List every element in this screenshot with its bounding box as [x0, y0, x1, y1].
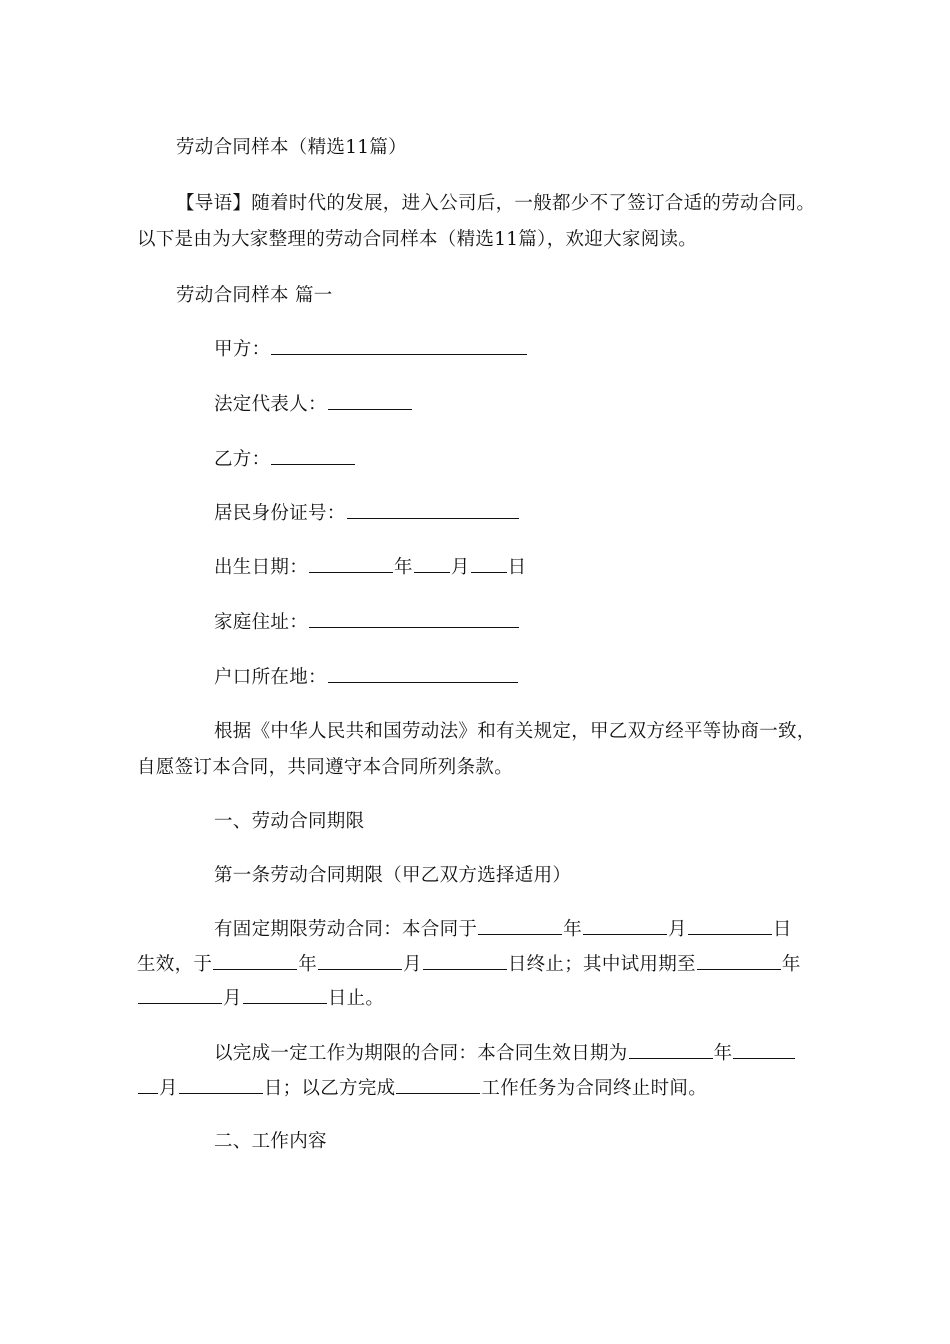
- probation-day-blank[interactable]: [243, 987, 327, 1004]
- birth-month-blank[interactable]: [414, 556, 450, 573]
- birth-month-label: 月: [450, 557, 470, 578]
- fixed-term-line-3: [137, 987, 384, 1011]
- legal-rep-blank[interactable]: [328, 393, 412, 410]
- intro-line-2: 以下是由为大家整理的劳动合同样本（精选11篇），欢迎大家阅读。: [137, 229, 698, 250]
- start-year-blank[interactable]: [478, 918, 562, 935]
- party-b-row: [214, 448, 356, 472]
- heading-work-content: 二、工作内容: [214, 1131, 327, 1152]
- task-year-blank[interactable]: [629, 1042, 713, 1059]
- start-month-blank[interactable]: [583, 918, 667, 935]
- party-b-blank[interactable]: [271, 448, 355, 465]
- end-day-blank[interactable]: [423, 953, 507, 970]
- heading-contract-term: 一、劳动合同期限: [214, 811, 365, 832]
- task-month-blank-part1[interactable]: [733, 1042, 795, 1059]
- legal-rep-label: 法定代表人：: [214, 394, 327, 415]
- preamble-line-1: 根据《中华人民共和国劳动法》和有关规定，甲乙双方经平等协商一致，: [214, 721, 816, 742]
- task-term-lead: 以完成一定工作为期限的合同：本合同生效日期为: [214, 1043, 628, 1064]
- home-address-label: 家庭住址：: [214, 612, 309, 633]
- start-day-label: 日: [772, 919, 792, 940]
- id-number-label: 居民身份证号：: [214, 503, 346, 524]
- start-year-label: 年: [563, 919, 583, 940]
- birth-year-blank[interactable]: [309, 556, 393, 573]
- birth-date-row: [214, 556, 526, 580]
- task-term-line-2: [137, 1077, 707, 1101]
- intro-line-1: 【导语】随着时代的发展，进入公司后，一般都少不了签订合适的劳动合同。: [176, 193, 816, 214]
- task-term-line-1: [214, 1042, 796, 1066]
- preamble-line-2: 自愿签订本合同，共同遵守本合同所列条款。: [137, 757, 514, 778]
- hukou-label: 户口所在地：: [214, 667, 327, 688]
- task-month-blank-part2[interactable]: [138, 1077, 158, 1094]
- birth-date-label: 出生日期：: [214, 557, 309, 578]
- end-year-label: 年: [298, 954, 318, 975]
- fixed-term-lead: 有固定期限劳动合同：本合同于: [214, 919, 478, 940]
- probation-month-label: 月: [223, 988, 242, 1009]
- legal-rep-row: [214, 393, 413, 417]
- party-a-row: [214, 338, 528, 362]
- task-day-blank[interactable]: [179, 1077, 263, 1094]
- probation-month-blank[interactable]: [138, 987, 222, 1004]
- task-month-label: 月: [159, 1078, 178, 1099]
- party-a-blank[interactable]: [271, 338, 527, 355]
- birth-day-label: 日: [507, 557, 527, 578]
- home-address-row: [214, 611, 520, 635]
- probation-year-label: 年: [781, 954, 801, 975]
- party-a-label: 甲方：: [214, 339, 271, 360]
- article-1-title: 第一条劳动合同期限（甲乙双方选择适用）: [214, 865, 572, 886]
- hukou-blank[interactable]: [328, 666, 518, 683]
- id-number-blank[interactable]: [347, 502, 519, 519]
- section-title: 劳动合同样本 篇一: [176, 285, 333, 306]
- fixed-term-line-1: [214, 918, 792, 942]
- id-number-row: [214, 502, 520, 526]
- fixed-term-line-2: [137, 953, 801, 977]
- birth-day-blank[interactable]: [471, 556, 507, 573]
- home-address-blank[interactable]: [309, 611, 519, 628]
- start-month-label: 月: [668, 919, 687, 940]
- end-year-blank[interactable]: [213, 953, 297, 970]
- task-day-sep: 日；以乙方完成: [263, 1078, 396, 1099]
- task-end-label: 工作任务为合同终止时间。: [481, 1078, 708, 1099]
- end-month-blank[interactable]: [318, 953, 402, 970]
- task-year-label: 年: [713, 1043, 733, 1064]
- start-day-blank[interactable]: [688, 918, 772, 935]
- probation-end-label: 日止。: [327, 988, 385, 1009]
- party-b-label: 乙方：: [214, 449, 271, 470]
- effective-label: 生效，于: [137, 954, 213, 975]
- document-title: 劳动合同样本（精选11篇）: [176, 137, 407, 158]
- end-month-label: 月: [403, 954, 422, 975]
- hukou-row: [214, 666, 519, 690]
- terminate-label: 日终止；其中试用期至: [507, 954, 696, 975]
- task-work-blank[interactable]: [396, 1077, 480, 1094]
- birth-year-label: 年: [394, 557, 413, 578]
- probation-year-blank[interactable]: [697, 953, 781, 970]
